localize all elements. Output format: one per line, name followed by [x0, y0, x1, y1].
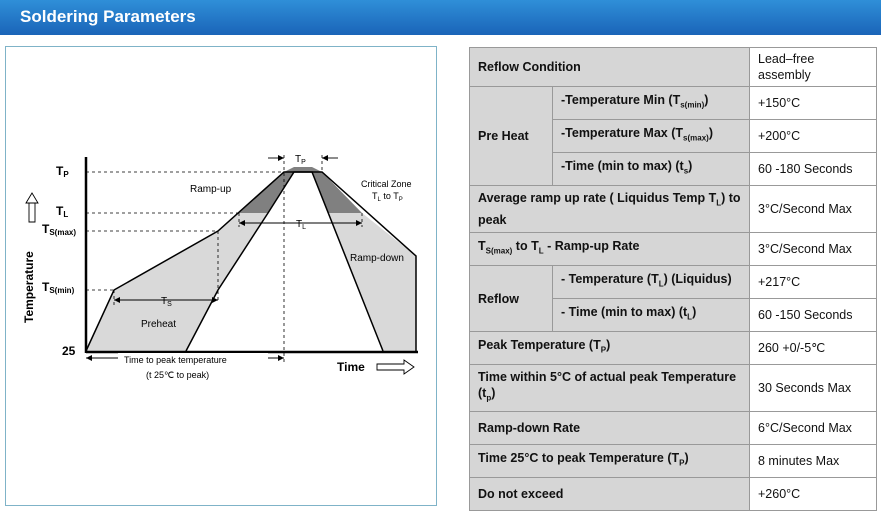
- do-not-exceed-value: +260°C: [750, 478, 877, 511]
- preheat-time-label: -Time (min to max) $(t_s)$: [553, 153, 750, 186]
- preheat-time-value: 60 -180 Seconds: [750, 153, 877, 186]
- time-note-line1: Time to peak temperature: [124, 355, 227, 365]
- table-row: [470, 445, 877, 478]
- ramp-down-rate-label: Ramp-down Rate: [470, 412, 750, 445]
- soldering-parameters-table: [469, 47, 877, 511]
- temp-max-label: -Temperature Max $(T_{s(max)})$: [553, 120, 750, 153]
- reflow-label: Reflow: [470, 266, 553, 332]
- reflow-profile-chart: [5, 46, 437, 506]
- table-row: [470, 186, 877, 233]
- y-label-ts-min: TS(min): [42, 280, 75, 295]
- arrowhead: [278, 355, 284, 361]
- y-axis-title: Temperature: [22, 251, 36, 323]
- y-axis-title-arrow-head: [26, 193, 38, 203]
- time-within-value: 30 Seconds Max: [750, 365, 877, 412]
- ts-to-tl-value: 3°C/Second Max: [750, 233, 877, 266]
- x-axis-title: Time: [337, 360, 365, 374]
- ramp-down-rate-value: 6°C/Second Max: [750, 412, 877, 445]
- temp-min-label: -Temperature Min $(T_{s(min)})$: [553, 87, 750, 120]
- critical-zone-left: [239, 172, 294, 213]
- y-label-tl: TL: [56, 204, 69, 219]
- y-axis-title-arrow-icon: [29, 202, 35, 222]
- ramp-down-label: Ramp-down: [350, 253, 404, 264]
- arrowhead: [86, 355, 92, 361]
- time-25-peak-value: 8 minutes Max: [750, 445, 877, 478]
- section-header: [0, 0, 881, 35]
- y-label-tp: TP: [56, 164, 69, 179]
- critical-zone-label: Critical Zone: [361, 179, 412, 189]
- table-row: [470, 365, 877, 412]
- table-row: [470, 87, 877, 120]
- x-axis-title-arrow-icon: [377, 360, 414, 374]
- reflow-condition-value: Lead–free assembly: [750, 48, 877, 87]
- arrowhead: [212, 297, 218, 303]
- preheat-label: Preheat: [141, 319, 177, 330]
- y-label-25: 25: [62, 344, 76, 358]
- reflow-profile-svg: [6, 47, 438, 507]
- ts-span-label: $T_S$: [161, 296, 172, 308]
- avg-ramp-label: Average ramp up rate ( Liquidus Temp $T_L$) to peak: [470, 186, 750, 233]
- avg-ramp-value: 3°C/Second Max: [750, 186, 877, 233]
- reflow-temp-value: +217°C: [750, 266, 877, 299]
- pre-heat-label: Pre Heat: [470, 87, 553, 186]
- table-row: [470, 332, 877, 365]
- temp-max-value: +200°C: [750, 120, 877, 153]
- arrowhead: [322, 155, 328, 161]
- time-25-peak-label: Time 25°C to peak Temperature $(T_P)$: [470, 445, 750, 478]
- table-row: [470, 233, 877, 266]
- tp-span-label: $T_P$: [295, 154, 306, 166]
- reflow-condition-label: Reflow Condition: [470, 48, 750, 87]
- peak-temp-label: Peak Temperature $(T_P)$: [470, 332, 750, 365]
- ramp-up-label: Ramp-up: [190, 184, 232, 195]
- critical-range-label: $T_L$ to $T_P$: [372, 191, 403, 203]
- y-label-ts-max: TS(max): [42, 222, 77, 237]
- table-row: [470, 478, 877, 511]
- temp-min-value: +150°C: [750, 87, 877, 120]
- ts-to-tl-label: $T_{S(max)}$ to $T_L$ - Ramp-up Rate: [470, 233, 750, 266]
- peak-temp-value: 260 +0/-5℃: [750, 332, 877, 365]
- table-row: [470, 412, 877, 445]
- table-row: [470, 48, 877, 87]
- do-not-exceed-label: Do not exceed: [470, 478, 750, 511]
- time-note-line2: (t 25℃ to peak): [146, 370, 210, 380]
- section-title: Soldering Parameters: [20, 7, 196, 26]
- table-row: [470, 266, 877, 299]
- ramp-down-region: [328, 213, 416, 351]
- reflow-time-label: - Time (min to max) $(t_L)$: [553, 299, 750, 332]
- time-within-label: Time within 5°C of actual peak Temperature $(t_p)$: [470, 365, 750, 412]
- tl-span-label: $T_L$: [296, 219, 307, 231]
- reflow-time-value: 60 -150 Seconds: [750, 299, 877, 332]
- arrowhead: [278, 155, 284, 161]
- reflow-temp-label: - Temperature $(T_L)$ (Liquidus): [553, 266, 750, 299]
